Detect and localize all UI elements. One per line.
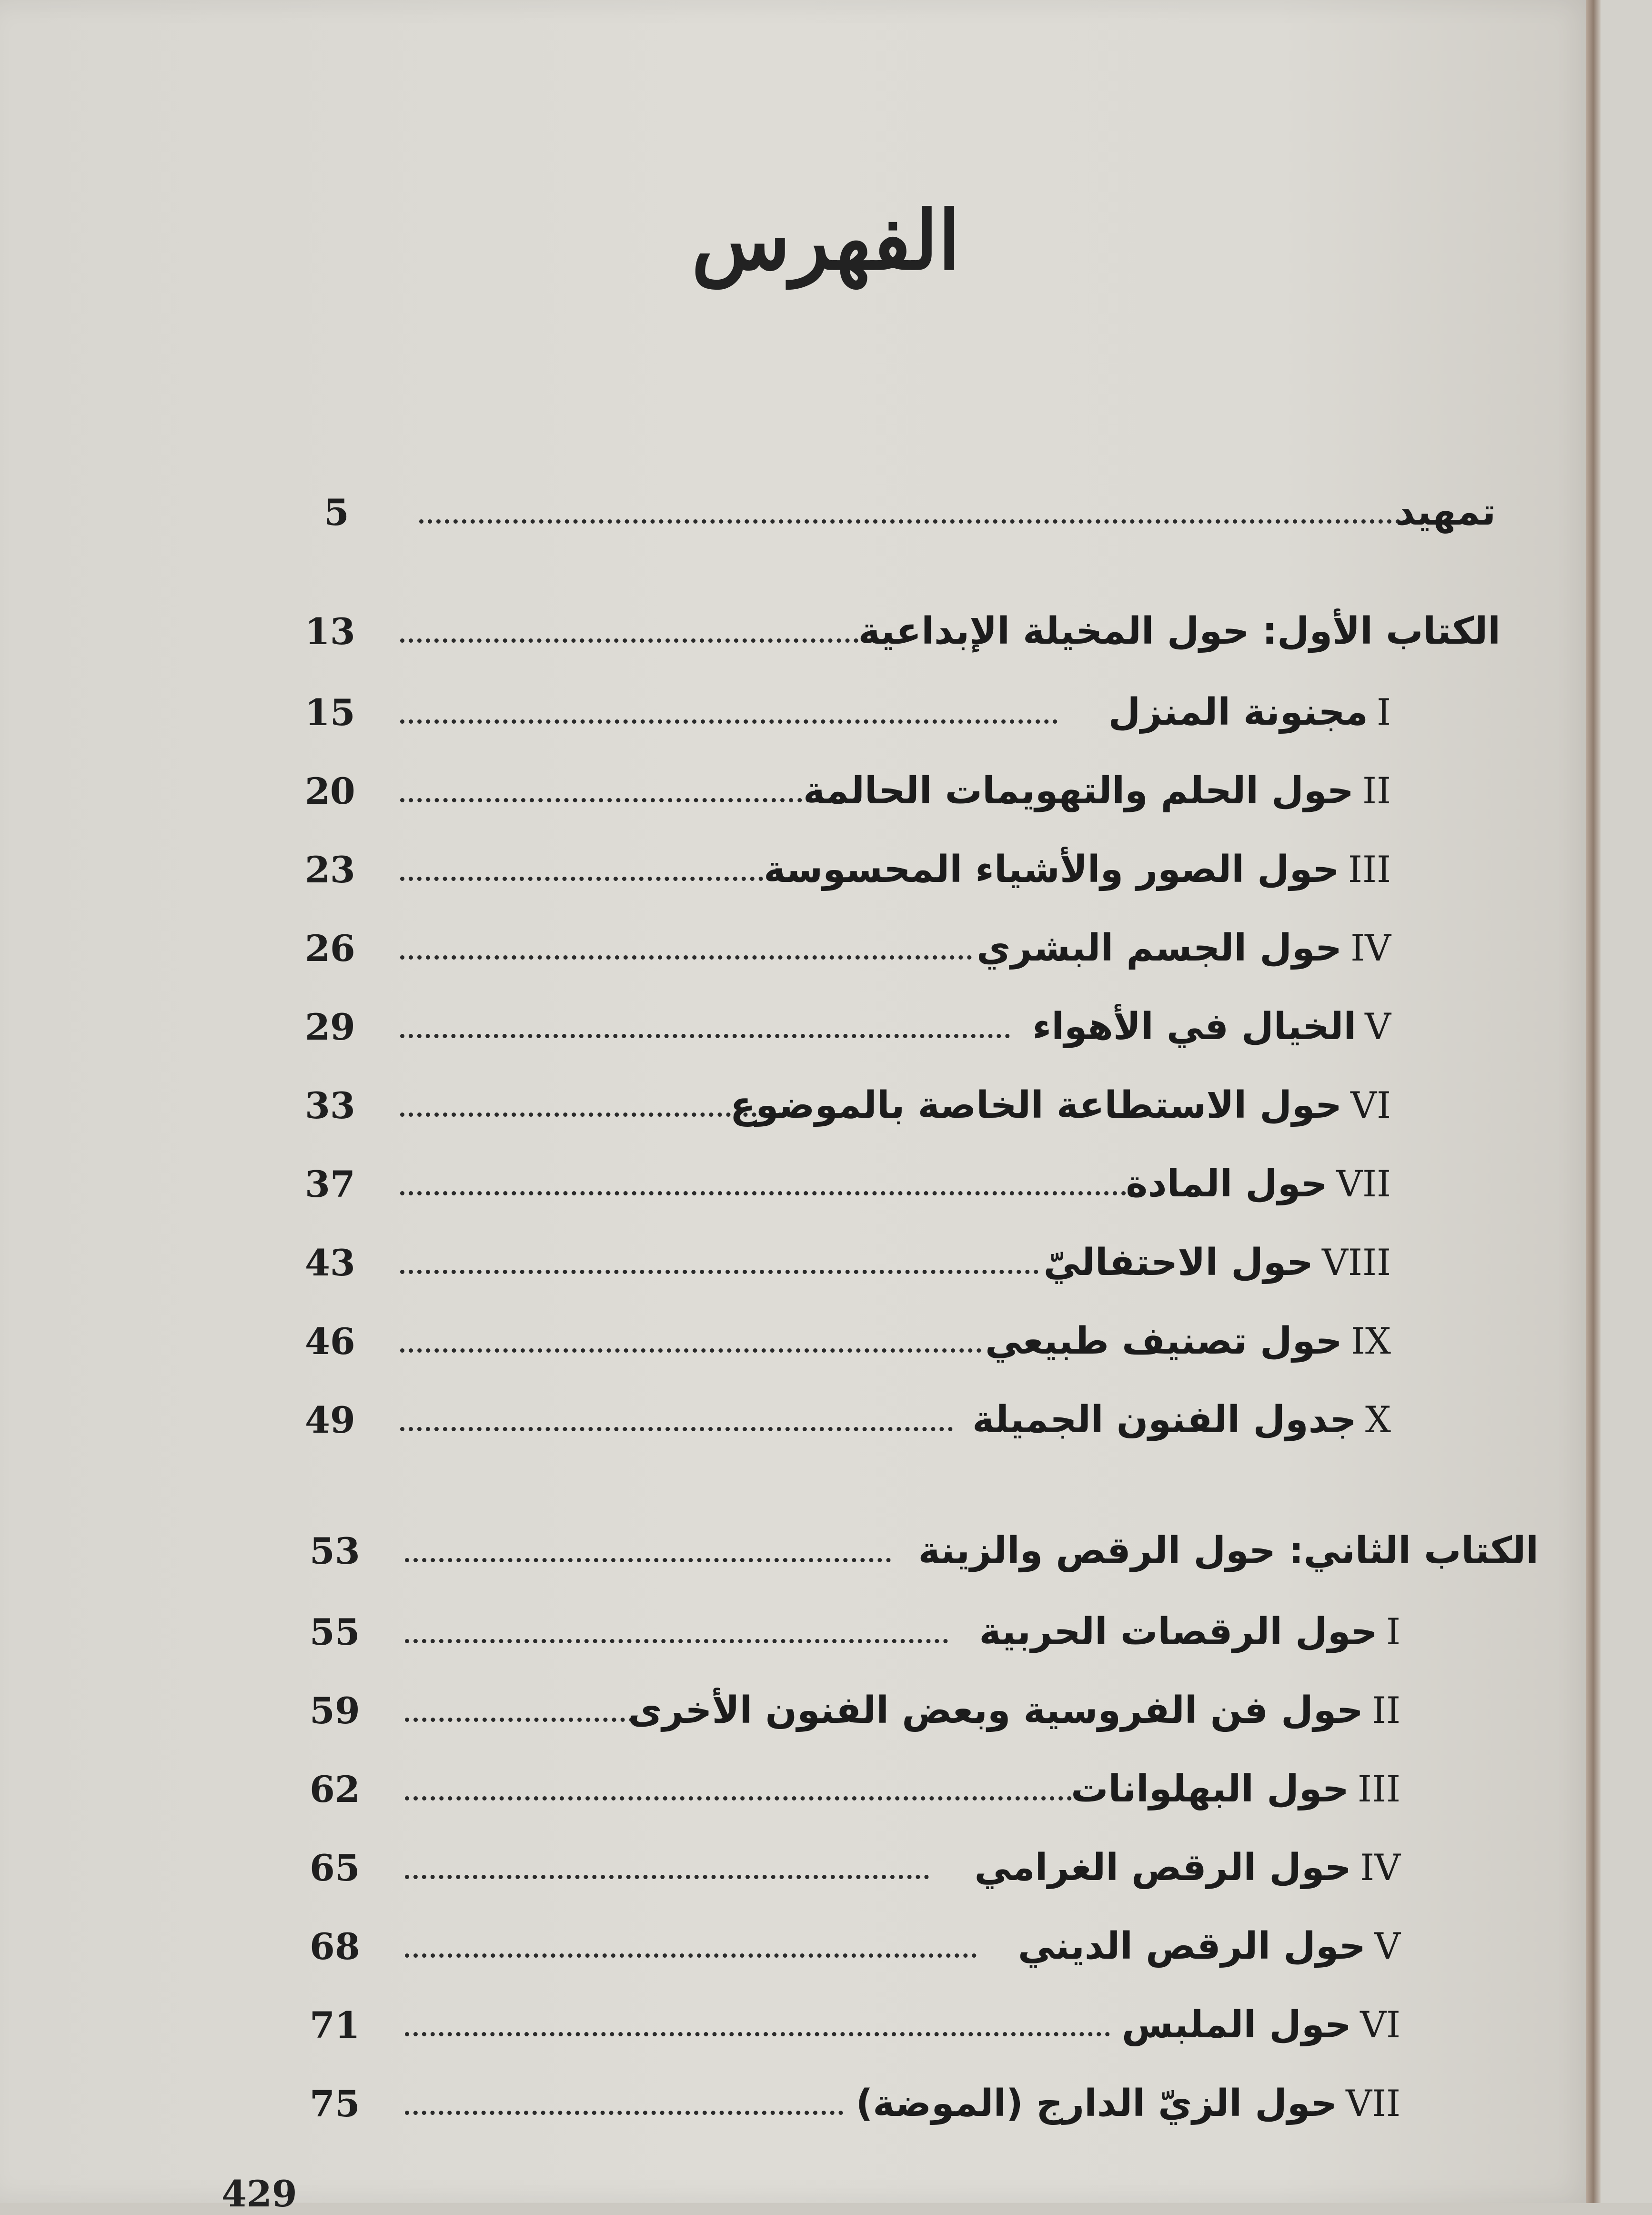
toc-page-number: 43 <box>305 1241 355 1284</box>
toc-entry-label: Iمجنونة المنزل <box>1108 691 1391 734</box>
toc-entry <box>305 605 1501 657</box>
toc-entry <box>310 1606 1400 1658</box>
toc-page-number: 26 <box>305 927 355 970</box>
toc-entry <box>310 1841 1400 1894</box>
toc-leader-dots <box>405 1875 929 1879</box>
toc-leader-dots <box>400 1191 1143 1195</box>
toc-entry-label: IIحول الحلم والتهويمات الحالمة <box>803 769 1391 812</box>
toc-page-number: 46 <box>305 1320 355 1363</box>
toc-page-number: 13 <box>305 610 355 653</box>
toc-entry-label: VIIحول الزيّ الدارج (الموضة) <box>856 2082 1400 2125</box>
toc-entry <box>305 1236 1391 1289</box>
toc-entry <box>305 1315 1391 1367</box>
toc-entry-label: Vحول الرقص الديني <box>1017 1925 1400 1968</box>
toc-leader-dots <box>419 519 1400 524</box>
toc-page-number: 37 <box>305 1163 355 1205</box>
toc-entry <box>305 765 1391 817</box>
toc-entry-label: IIIحول الصور والأشياء المحسوسة <box>764 848 1391 891</box>
toc-leader-dots <box>405 1796 1072 1800</box>
toc-leader-dots <box>405 2032 1110 2036</box>
toc-entry-label: Iحول الرقصات الحربية <box>979 1610 1400 1653</box>
toc-entry <box>310 1525 1539 1577</box>
toc-entry-label: VIIحول المادة <box>1126 1163 1391 1205</box>
toc-entry <box>305 1001 1391 1053</box>
toc-page-number: 15 <box>305 691 355 734</box>
toc-entry-label: الكتاب الأول: حول المخيلة الإبداعية <box>858 610 1501 653</box>
toc-leader-dots <box>400 877 772 881</box>
toc-page-number: 59 <box>310 1689 360 1732</box>
toc-leader-dots <box>400 1270 1038 1274</box>
toc-page-number: 55 <box>310 1610 360 1653</box>
toc-leader-dots <box>405 1953 977 1958</box>
toc-leader-dots <box>400 1427 953 1431</box>
toc-entry-label: Vالخيال في الأهواء <box>1032 1005 1391 1048</box>
toc-leader-dots <box>400 719 1058 724</box>
page-folio-number: 429 <box>222 2173 297 2215</box>
toc-entry <box>305 1394 1391 1446</box>
toc-entry <box>310 1920 1400 1972</box>
toc-entry <box>305 1158 1391 1210</box>
toc-entry <box>310 1999 1400 2051</box>
toc-leader-dots <box>400 955 972 960</box>
toc-entry-label: IXحول تصنيف طبيعي <box>985 1320 1391 1363</box>
toc-page-number: 62 <box>310 1768 360 1810</box>
toc-page-number: 71 <box>310 2003 360 2046</box>
toc-entry-label: Xجدول الفنون الجميلة <box>972 1398 1391 1441</box>
toc-entry <box>310 1763 1400 1815</box>
toc-leader-dots <box>405 1718 634 1722</box>
toc-page-number: 29 <box>305 1005 355 1048</box>
toc-leader-dots <box>405 1639 948 1643</box>
toc-leader-dots <box>400 1034 1010 1038</box>
toc-entry <box>305 922 1391 974</box>
page-title: الفهرس <box>691 193 961 288</box>
toc-page-number: 53 <box>310 1529 360 1572</box>
toc-entry <box>324 486 1496 538</box>
toc-leader-dots <box>400 638 867 643</box>
toc-entry-label: IIIحول البهلوانات <box>1071 1768 1400 1810</box>
toc-leader-dots <box>405 2111 843 2115</box>
toc-entry <box>305 843 1391 896</box>
toc-entry-label: VIحول الاستطاعة الخاصة بالموضوع <box>730 1084 1391 1127</box>
toc-page-number: 68 <box>310 1925 360 1968</box>
toc-entry-label: IIحول فن الفروسية وبعض الفنون الأخرى <box>628 1689 1400 1732</box>
toc-entry-label: IVحول الرقص الغرامي <box>974 1846 1400 1889</box>
toc-entry-label: VIIIحول الاحتفاليّ <box>1043 1241 1391 1284</box>
toc-leader-dots <box>405 1558 891 1562</box>
toc-page-number: 20 <box>305 769 355 812</box>
toc-entry <box>310 1684 1400 1737</box>
toc-entry <box>305 686 1391 738</box>
toc-entry <box>305 1079 1391 1132</box>
toc-entry-label: VIحول الملبس <box>1121 2003 1400 2046</box>
toc-entry-label: IVحول الجسم البشري <box>976 927 1391 970</box>
toc-entry-label: تمهيد <box>1396 491 1496 534</box>
toc-page-number: 33 <box>305 1084 355 1127</box>
toc-page-number: 5 <box>324 491 349 534</box>
toc-entry <box>310 2077 1400 2130</box>
toc-page-number: 75 <box>310 2082 360 2125</box>
toc-entry-label: الكتاب الثاني: حول الرقص والزينة <box>918 1529 1539 1572</box>
toc-page-number: 23 <box>305 848 355 891</box>
toc-page-number: 65 <box>310 1846 360 1889</box>
toc-leader-dots <box>400 1348 981 1353</box>
toc-leader-dots <box>400 798 819 802</box>
toc-page-number: 49 <box>305 1398 355 1441</box>
